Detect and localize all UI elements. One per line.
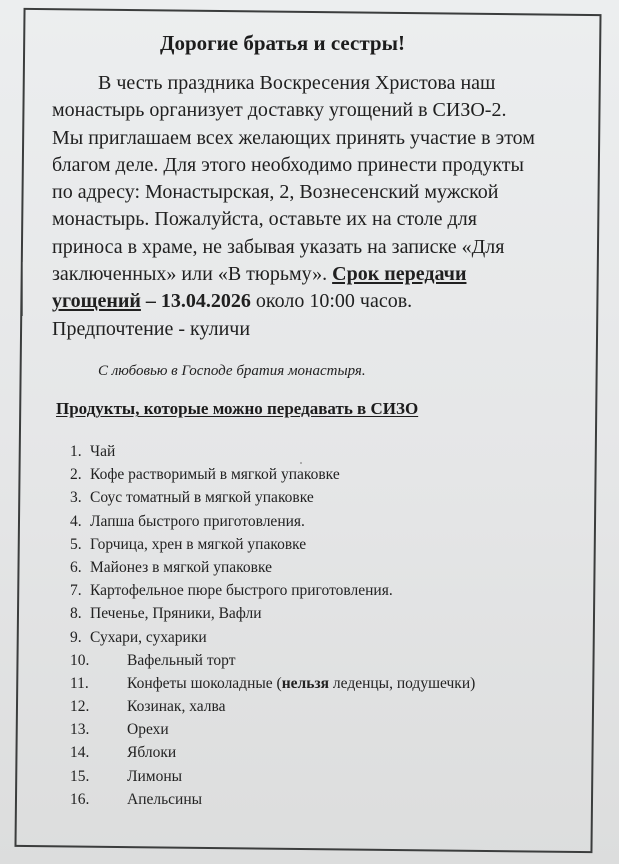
- list-item: [70, 579, 590, 602]
- item-number: 2.: [70, 466, 82, 484]
- item-number: 9.: [70, 628, 82, 646]
- item-number: 3.: [70, 489, 82, 507]
- deadline-time: около 10:00 часов.: [250, 290, 413, 313]
- item-number: 6.: [70, 558, 82, 576]
- paragraph-line: монастырь организует доставку угощений в СИЗО-2.: [52, 99, 507, 122]
- item-number: 12.: [70, 698, 90, 716]
- list-item: [70, 741, 590, 764]
- paragraph-line: В честь праздника Воскресения Христова наш: [98, 72, 496, 94]
- item-text: Майонез в мягкой упаковке: [90, 558, 272, 576]
- item-text: Картофельное пюре быстрого приготовления.: [90, 582, 393, 600]
- preference-line: Предпочтение - куличи: [52, 317, 251, 340]
- item-number: 15.: [70, 767, 90, 785]
- item-text: Горчица, хрен в мягкой упаковке: [90, 535, 307, 553]
- item-text: Орехи: [127, 721, 169, 739]
- paragraph-line: монастырь. Пожалуйста, оставьте их на столе для: [52, 208, 477, 231]
- item-number: 13.: [70, 721, 90, 739]
- list-item: [70, 649, 590, 672]
- deadline-date: – 13.04.2026: [140, 290, 251, 313]
- item-number: 14.: [70, 744, 90, 762]
- products-list: [70, 440, 590, 811]
- paper-speck: [300, 462, 302, 464]
- list-item: [70, 510, 590, 533]
- item-text: Печенье, Пряники, Вафли: [90, 605, 262, 623]
- item-text: Козинак, халва: [127, 698, 226, 716]
- list-item: [70, 440, 590, 463]
- signature: С любовью в Господе братия монастыря.: [98, 363, 366, 379]
- list-item: [70, 556, 590, 579]
- item-number: 8.: [70, 605, 82, 623]
- item-text: Вафельный торт: [127, 651, 236, 669]
- list-item: [70, 718, 590, 741]
- list-item: [70, 765, 590, 788]
- paragraph-line: [52, 261, 572, 288]
- paragraph-line: приноса в храме, не забывая указать на записке «Для: [52, 235, 505, 258]
- list-item: [70, 463, 590, 486]
- products-list-title: Продукты, которые можно передавать в СИЗО: [56, 399, 419, 418]
- paragraph-line: по адресу: Монастырская, 2, Вознесенский мужской: [52, 181, 499, 204]
- item-number: 7.: [70, 582, 82, 600]
- item-number: 16.: [70, 790, 90, 808]
- item-text: Конфеты шоколадные (: [127, 674, 282, 692]
- paragraph-text: заключенных» или «В тюрьму».: [52, 263, 333, 286]
- item-number: 10.: [70, 651, 90, 669]
- item-text-after: леденцы, подушечки): [329, 674, 476, 692]
- item-text: Кофе растворимый в мягкой упаковке: [90, 466, 340, 484]
- list-item: [70, 486, 590, 509]
- list-item: [70, 695, 590, 718]
- item-text: Лимоны: [127, 767, 183, 785]
- announcement-paragraph: [52, 70, 572, 343]
- item-text: Лапша быстрого приготовления.: [90, 512, 305, 530]
- document-title: Дорогие братья и сестры!: [160, 31, 405, 55]
- item-warning-bold: нельзя: [281, 674, 330, 692]
- paragraph-line: благом деле. Для этого необходимо принести продукты: [52, 153, 524, 176]
- item-number: 4.: [70, 512, 82, 530]
- item-text: Яблоки: [127, 744, 177, 762]
- border-ghost-line: [22, 262, 23, 316]
- list-item: [70, 602, 590, 625]
- item-text: Апельсины: [127, 790, 203, 808]
- list-item: [70, 672, 590, 695]
- list-item: [70, 788, 590, 811]
- item-number: 1.: [70, 443, 82, 460]
- item-text: Сухари, сухарики: [90, 628, 207, 646]
- deadline-label: Срок передачи: [332, 263, 467, 286]
- deadline-label-cont: угощений: [52, 290, 141, 313]
- item-text: Чай: [90, 443, 116, 460]
- item-text: Соус томатный в мягкой упаковке: [90, 489, 314, 507]
- list-item: [70, 626, 590, 649]
- paragraph-line: Мы приглашаем всех желающих принять участие в этом: [52, 126, 535, 149]
- item-number: 5.: [70, 535, 82, 553]
- list-item: [70, 533, 590, 556]
- item-number: 11.: [70, 674, 89, 692]
- paragraph-line: [52, 288, 572, 315]
